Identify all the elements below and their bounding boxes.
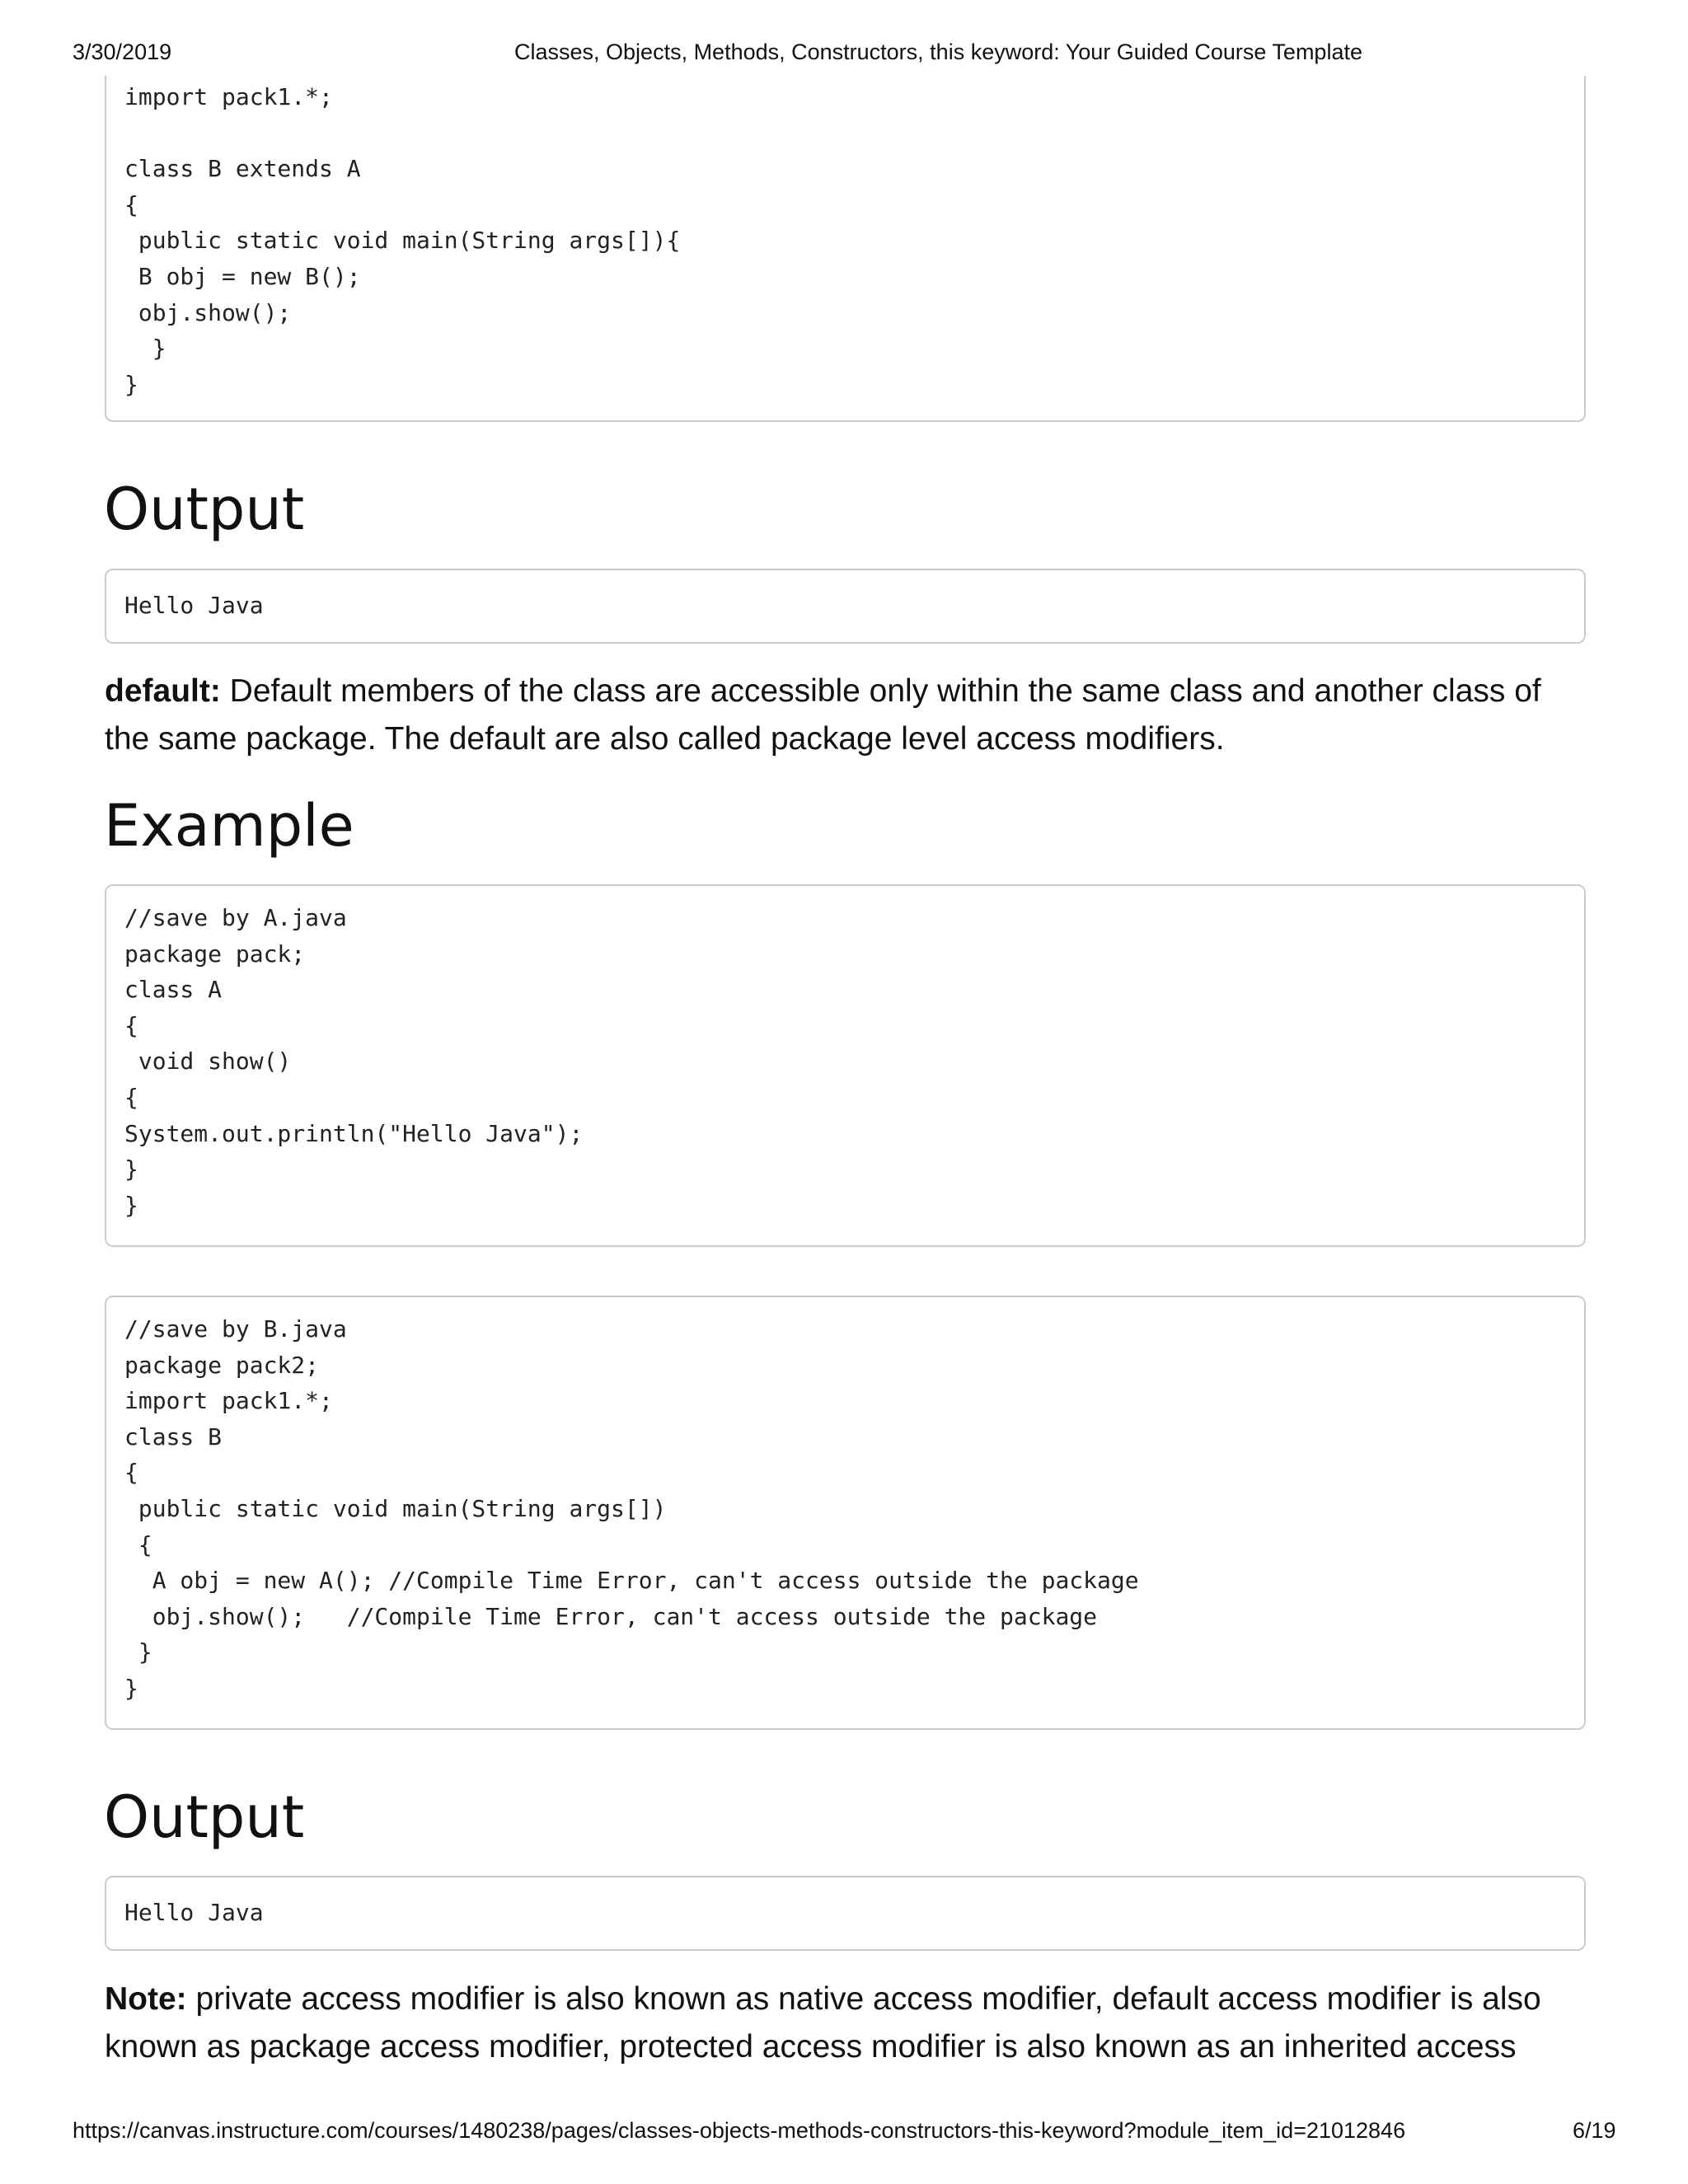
- output-block: Hello Java: [105, 569, 1586, 644]
- code-block-b-java: //save by B.java package pack2; import pack1.*; class B { public static void main(String args[]) { A obj = new A(); //Compile Time Error, can't access outside the package obj.show(); //Compile Time Error, can't access outside the package } }: [105, 1296, 1586, 1730]
- print-page-title: Classes, Objects, Methods, Constructors, this keyword: Your Guided Course Template: [514, 40, 1362, 64]
- note-label: Note:: [105, 1981, 187, 2017]
- default-label: default:: [105, 673, 221, 709]
- code-block-a-java: //save by A.java package pack; class A { void show() { System.out.println("Hello Java"); } }: [105, 884, 1586, 1247]
- print-url: https://canvas.instructure.com/courses/1480238/pages/classes-objects-methods-constructors-this-keyword?module_item_id=21012846: [73, 2118, 1406, 2143]
- output-heading: Output: [104, 476, 305, 543]
- note-description: private access modifier is also known as native access modifier, default access modifier is also known as package access modifier, protected access modifier is also known as an inherited access: [105, 1981, 1541, 2064]
- print-date: 3/30/2019: [73, 40, 172, 64]
- default-modifier-paragraph: [105, 668, 1588, 763]
- example-heading: Example: [104, 792, 354, 860]
- print-page-number: 6/19: [1573, 2118, 1616, 2143]
- default-description: Default members of the class are accessible only within the same class and another class of the same package. The default are also called package level access modifiers.: [105, 673, 1541, 757]
- note-paragraph: [105, 1975, 1588, 2071]
- output-heading: Output: [104, 1783, 305, 1851]
- code-block-class-b-extends-a: import pack1.*; class B extends A { public static void main(String args[]){ B obj = new B(); obj.show(); } }: [105, 76, 1586, 422]
- output-block: Hello Java: [105, 1876, 1586, 1951]
